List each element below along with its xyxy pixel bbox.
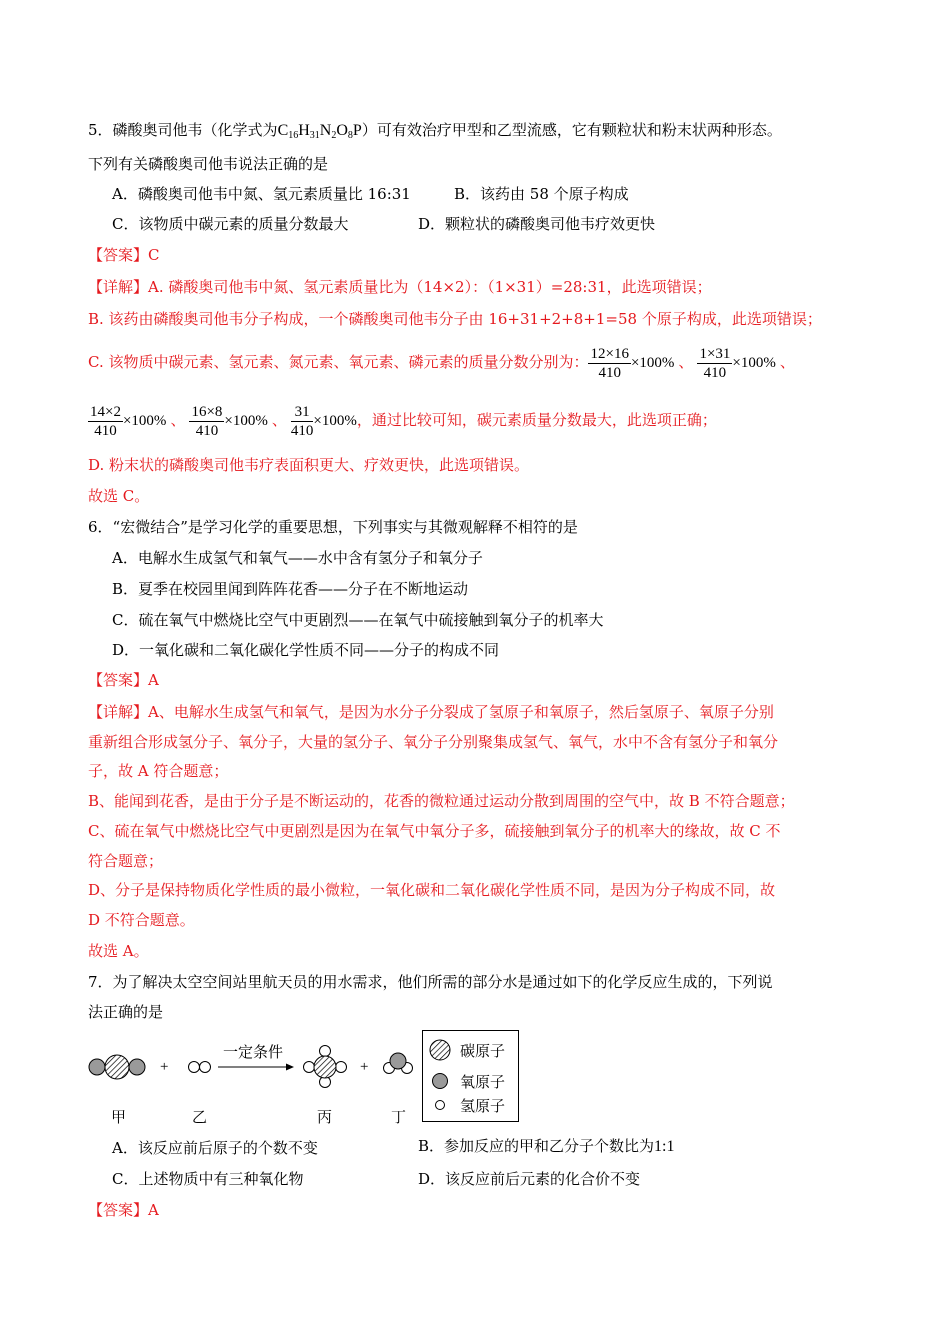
q6-detail-line5: C、硫在氧气中燃烧比空气中更剧烈是因为在氧气中氧分子多，硫接触到氧分子的机率大的缘故，故 C 不 xyxy=(88,822,781,840)
q5-conclusion: 故选 C。 xyxy=(88,487,150,505)
q7-option-b xyxy=(418,1136,674,1157)
q6-option-a: A．电解水生成氢气和氧气——水中含有氢分子和氧分子 xyxy=(112,549,483,567)
q5-detail-d: D. 粉末状的磷酸奥司他韦疗表面积更大、疗效更快，此选项错误。 xyxy=(88,456,530,474)
molecule-ding xyxy=(384,1053,413,1074)
q5-number: 5． xyxy=(88,121,113,139)
reaction-condition: 一定条件 xyxy=(223,1043,284,1061)
q7-option-b-text: B．参加反应的甲和乙分子个数比为 xyxy=(418,1137,655,1155)
separator: 、 xyxy=(271,411,287,429)
label-bing: 丙 xyxy=(317,1108,333,1126)
q6-option-d: D．一氧化碳和二氧化碳化学性质不同——分子的构成不同 xyxy=(112,641,500,659)
times-100-percent: ×100% xyxy=(122,413,167,429)
q7-option-c: C．上述物质中有三种氧化物 xyxy=(112,1170,304,1188)
q5-detail-c xyxy=(88,338,795,387)
q6-stem: 6．“宏微结合”是学习化学的重要思想，下列事实与其微观解释不相符的是 xyxy=(88,518,578,536)
q5-option-d: D．颗粒状的磷酸奥司他韦疗效更快 xyxy=(418,215,656,233)
q6-detail-line2: 重新组合形成氢分子、氧分子，大量的氢分子、氧分子分别聚集成氢气、氧气，水中不含有氢分子和氧分 xyxy=(88,733,779,751)
q5-stem-line1 xyxy=(88,120,782,141)
q5-answer: 【答案】C xyxy=(88,246,160,264)
q5-option-a: A．磷酸奥司他韦中氮、氢元素质量比 16:31 xyxy=(112,185,411,203)
separator: 、 xyxy=(779,353,795,371)
molecule-yi xyxy=(189,1062,211,1073)
q5-option-c: C．该物质中碳元素的质量分数最大 xyxy=(112,215,349,233)
reaction-arrow xyxy=(218,1064,294,1071)
q7-option-a: A．该反应前后原子的个数不变 xyxy=(112,1139,318,1157)
times-100-percent: ×100% xyxy=(732,355,776,371)
plus-sign-1: + xyxy=(160,1059,169,1075)
separator: 、 xyxy=(170,411,186,429)
q6-option-b: B．夏季在校园里闻到阵阵花香——分子在不断地运动 xyxy=(112,580,469,598)
reaction-diagram xyxy=(84,1030,524,1130)
label-ding: 丁 xyxy=(391,1108,407,1126)
plus-sign-2: + xyxy=(360,1059,369,1075)
q6-conclusion: 故选 A。 xyxy=(88,942,149,960)
q5-stem-line2: 下列有关磷酸奥司他韦说法正确的是 xyxy=(88,155,329,173)
q7-stem-line2: 法正确的是 xyxy=(88,1003,164,1021)
q7-answer: 【答案】A xyxy=(88,1201,159,1219)
fraction-oxygen: $\frac{16\times 8}{410}$ xyxy=(191,403,223,439)
molecule-jia xyxy=(89,1055,145,1079)
q5-stem-part-a: 磷酸奥司他韦（化学式为 xyxy=(112,121,278,139)
molecule-bing xyxy=(304,1046,347,1088)
fraction-nitrogen: $\frac{14\times 2}{410}$ xyxy=(90,403,121,439)
q6-detail-line3: 子，故 A 符合题意； xyxy=(88,762,229,780)
q7-option-d: D．该反应前后元素的化合价不变 xyxy=(418,1170,641,1188)
times-100-percent: ×100% xyxy=(630,355,675,371)
q6-answer: 【答案】A xyxy=(88,671,159,689)
q6-detail-line1: 【详解】A、电解水生成氢气和氧气，是因为水分子分裂成了氢原子和氧原子，然后氢原子、氧原子分别 xyxy=(88,703,774,721)
q6-option-c: C．硫在氧气中燃烧比空气中更剧烈——在氧气中硫接触到氧分子的机率大 xyxy=(112,611,604,629)
times-100-percent: ×100% xyxy=(224,413,268,429)
q6-detail-line4: B、能闻到花香，是由于分子是不断运动的，花香的微粒通过运动分散到周围的空气中，故 B 不符合题意； xyxy=(88,792,795,810)
fraction-hydrogen: $\frac{1\times 31}{410}$ xyxy=(699,345,731,381)
legend-oxygen-label: 氧原子 xyxy=(460,1073,506,1091)
label-yi: 乙 xyxy=(192,1108,208,1126)
fraction-carbon: $\frac{12\times 16}{410}$ xyxy=(590,345,629,381)
q5-option-b: B．该药由 58 个原子构成 xyxy=(454,185,629,203)
q6-detail-line6: 符合题意； xyxy=(88,852,164,870)
q6-detail-line8: D 不符合题意。 xyxy=(88,911,195,929)
q5-detail-c-conclusion: ，通过比较可知，碳元素质量分数最大，此选项正确； xyxy=(356,411,717,429)
legend-hydrogen-label: 氢原子 xyxy=(460,1097,506,1115)
q5-detail-b: B. 该药由磷酸奥司他韦分子构成，一个磷酸奥司他韦分子由 16+31+2+8+1=58 个原子构成，此选项错误； xyxy=(88,310,822,328)
label-jia: 甲 xyxy=(111,1108,127,1126)
q7-option-b-ratio: 1:1 xyxy=(654,1138,675,1155)
separator: 、 xyxy=(678,353,694,371)
q7-stem-line1: 7．为了解决太空空间站里航天员的用水需求，他们所需的部分水是通过如下的化学反应生成的，下列说 xyxy=(88,973,773,991)
legend-box xyxy=(423,1031,519,1122)
times-100-percent: ×100% xyxy=(313,413,357,429)
q5-detail-c-text: C. 该物质中碳元素、氢元素、氮元素、氧元素、磷元素的质量分数分别为： xyxy=(88,353,589,371)
q5-detail-a: 【详解】A. 磷酸奥司他韦中氮、氢元素质量比为（14×2）：（1×31）=28:31，此选项错误； xyxy=(88,278,712,296)
chemical-formula: $C_{16}H_{31}N_2O_8P$ xyxy=(277,122,362,141)
q5-stem-part-b: ）可有效治疗甲型和乙型流感，它有颗粒状和粉末状两种形态。 xyxy=(361,121,782,139)
q6-detail-line7: D、分子是保持物质化学性质的最小微粒，一氧化碳和二氧化碳化学性质不同，是因为分子构成不同，故 xyxy=(88,881,776,899)
fraction-phosphorus: $\frac{31}{410}$ xyxy=(290,403,314,439)
legend-carbon-label: 碳原子 xyxy=(460,1042,506,1060)
q5-detail-c-cont xyxy=(88,396,717,445)
